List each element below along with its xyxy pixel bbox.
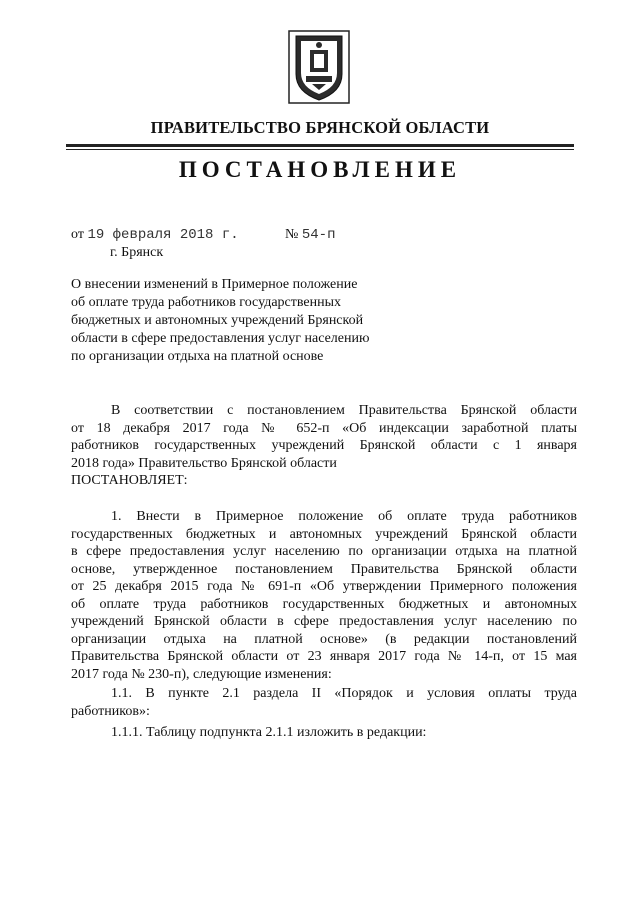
number-line <box>285 226 335 244</box>
preamble-line: от 18 декабря 2017 года № 652-п «Об индексации заработной платы <box>71 420 577 436</box>
number-value: 54-п <box>301 227 336 243</box>
item-1-line: от 25 декабря 2015 года № 691-п «Об утверждении Примерного положения <box>71 579 577 594</box>
city-line: г. Брянск <box>110 245 164 260</box>
government-title: ПРАВИТЕЛЬСТВО БРЯНСКОЙ ОБЛАСТИ <box>150 118 490 137</box>
date-value: 19 февраля 2018 г. <box>87 227 239 243</box>
item-1-1-1-line: 1.1.1. Таблицу подпункта 2.1.1 изложить в редакции: <box>111 725 427 740</box>
resolves-heading: ПОСТАНОВЛЯЕТ: <box>71 473 188 488</box>
item-1-1-line: 1.1. В пункте 2.1 раздела II «Порядок и условия оплаты труда <box>111 686 577 701</box>
item-1-1-line: работников»: <box>71 703 150 719</box>
number-prefix: № <box>285 227 299 242</box>
item-1-line: 1. Внести в Примерное положение об оплате труда работников <box>111 509 577 524</box>
item-1-1-paragraph <box>71 685 577 720</box>
item-1-line: основе, утвержденное постановлением Правительства Брянской области <box>71 561 577 577</box>
subject-line: О внесении изменений в Примерное положение <box>71 277 358 292</box>
header-divider-thin <box>66 149 574 150</box>
preamble-line: 2018 года» Правительство Брянской области <box>71 455 337 471</box>
subject-line: бюджетных и автономных учреждений Брянской <box>71 313 364 328</box>
preamble-line: В соответствии с постановлением Правительства Брянской области <box>111 403 577 418</box>
item-1-line: 2017 года № 230-п), следующие изменения: <box>71 666 332 682</box>
item-1-line: Правительства Брянской области от 23 января 2017 года № 14-п, от 15 мая <box>71 649 577 664</box>
header-divider-thick <box>66 144 574 147</box>
date-line <box>71 226 239 244</box>
item-1-line: учреждений Брянской области в сфере предоставления услуг населению по <box>71 614 577 629</box>
date-prefix: от <box>71 227 84 242</box>
document-type-title: ПОСТАНОВЛЕНИЕ <box>178 157 462 182</box>
item-1-1-1-paragraph <box>71 724 577 742</box>
preamble-paragraph <box>71 402 577 490</box>
item-1-line: об оплате труда работников государственных бюджетных и автономных <box>71 596 577 612</box>
document-subject <box>71 276 401 366</box>
item-1-line: в сфере предоставления услуг населению по организации отдыха на платной <box>71 544 577 559</box>
subject-line: об оплате труда работников государственных <box>71 295 341 310</box>
subject-line: по организации отдыха на платной основе <box>71 349 324 364</box>
coat-of-arms-icon <box>288 30 350 104</box>
item-1-line: организации отдыха на платной основе» (в редакции постановлений <box>71 631 577 647</box>
item-1-line: государственных бюджетных и автономных учреждений Брянской области <box>71 526 577 542</box>
subject-line: области в сфере предоставления услуг населению <box>71 331 370 346</box>
preamble-line: работников государственных учреждений Брянской области с 1 января <box>71 438 577 453</box>
item-1-paragraph <box>71 508 577 683</box>
